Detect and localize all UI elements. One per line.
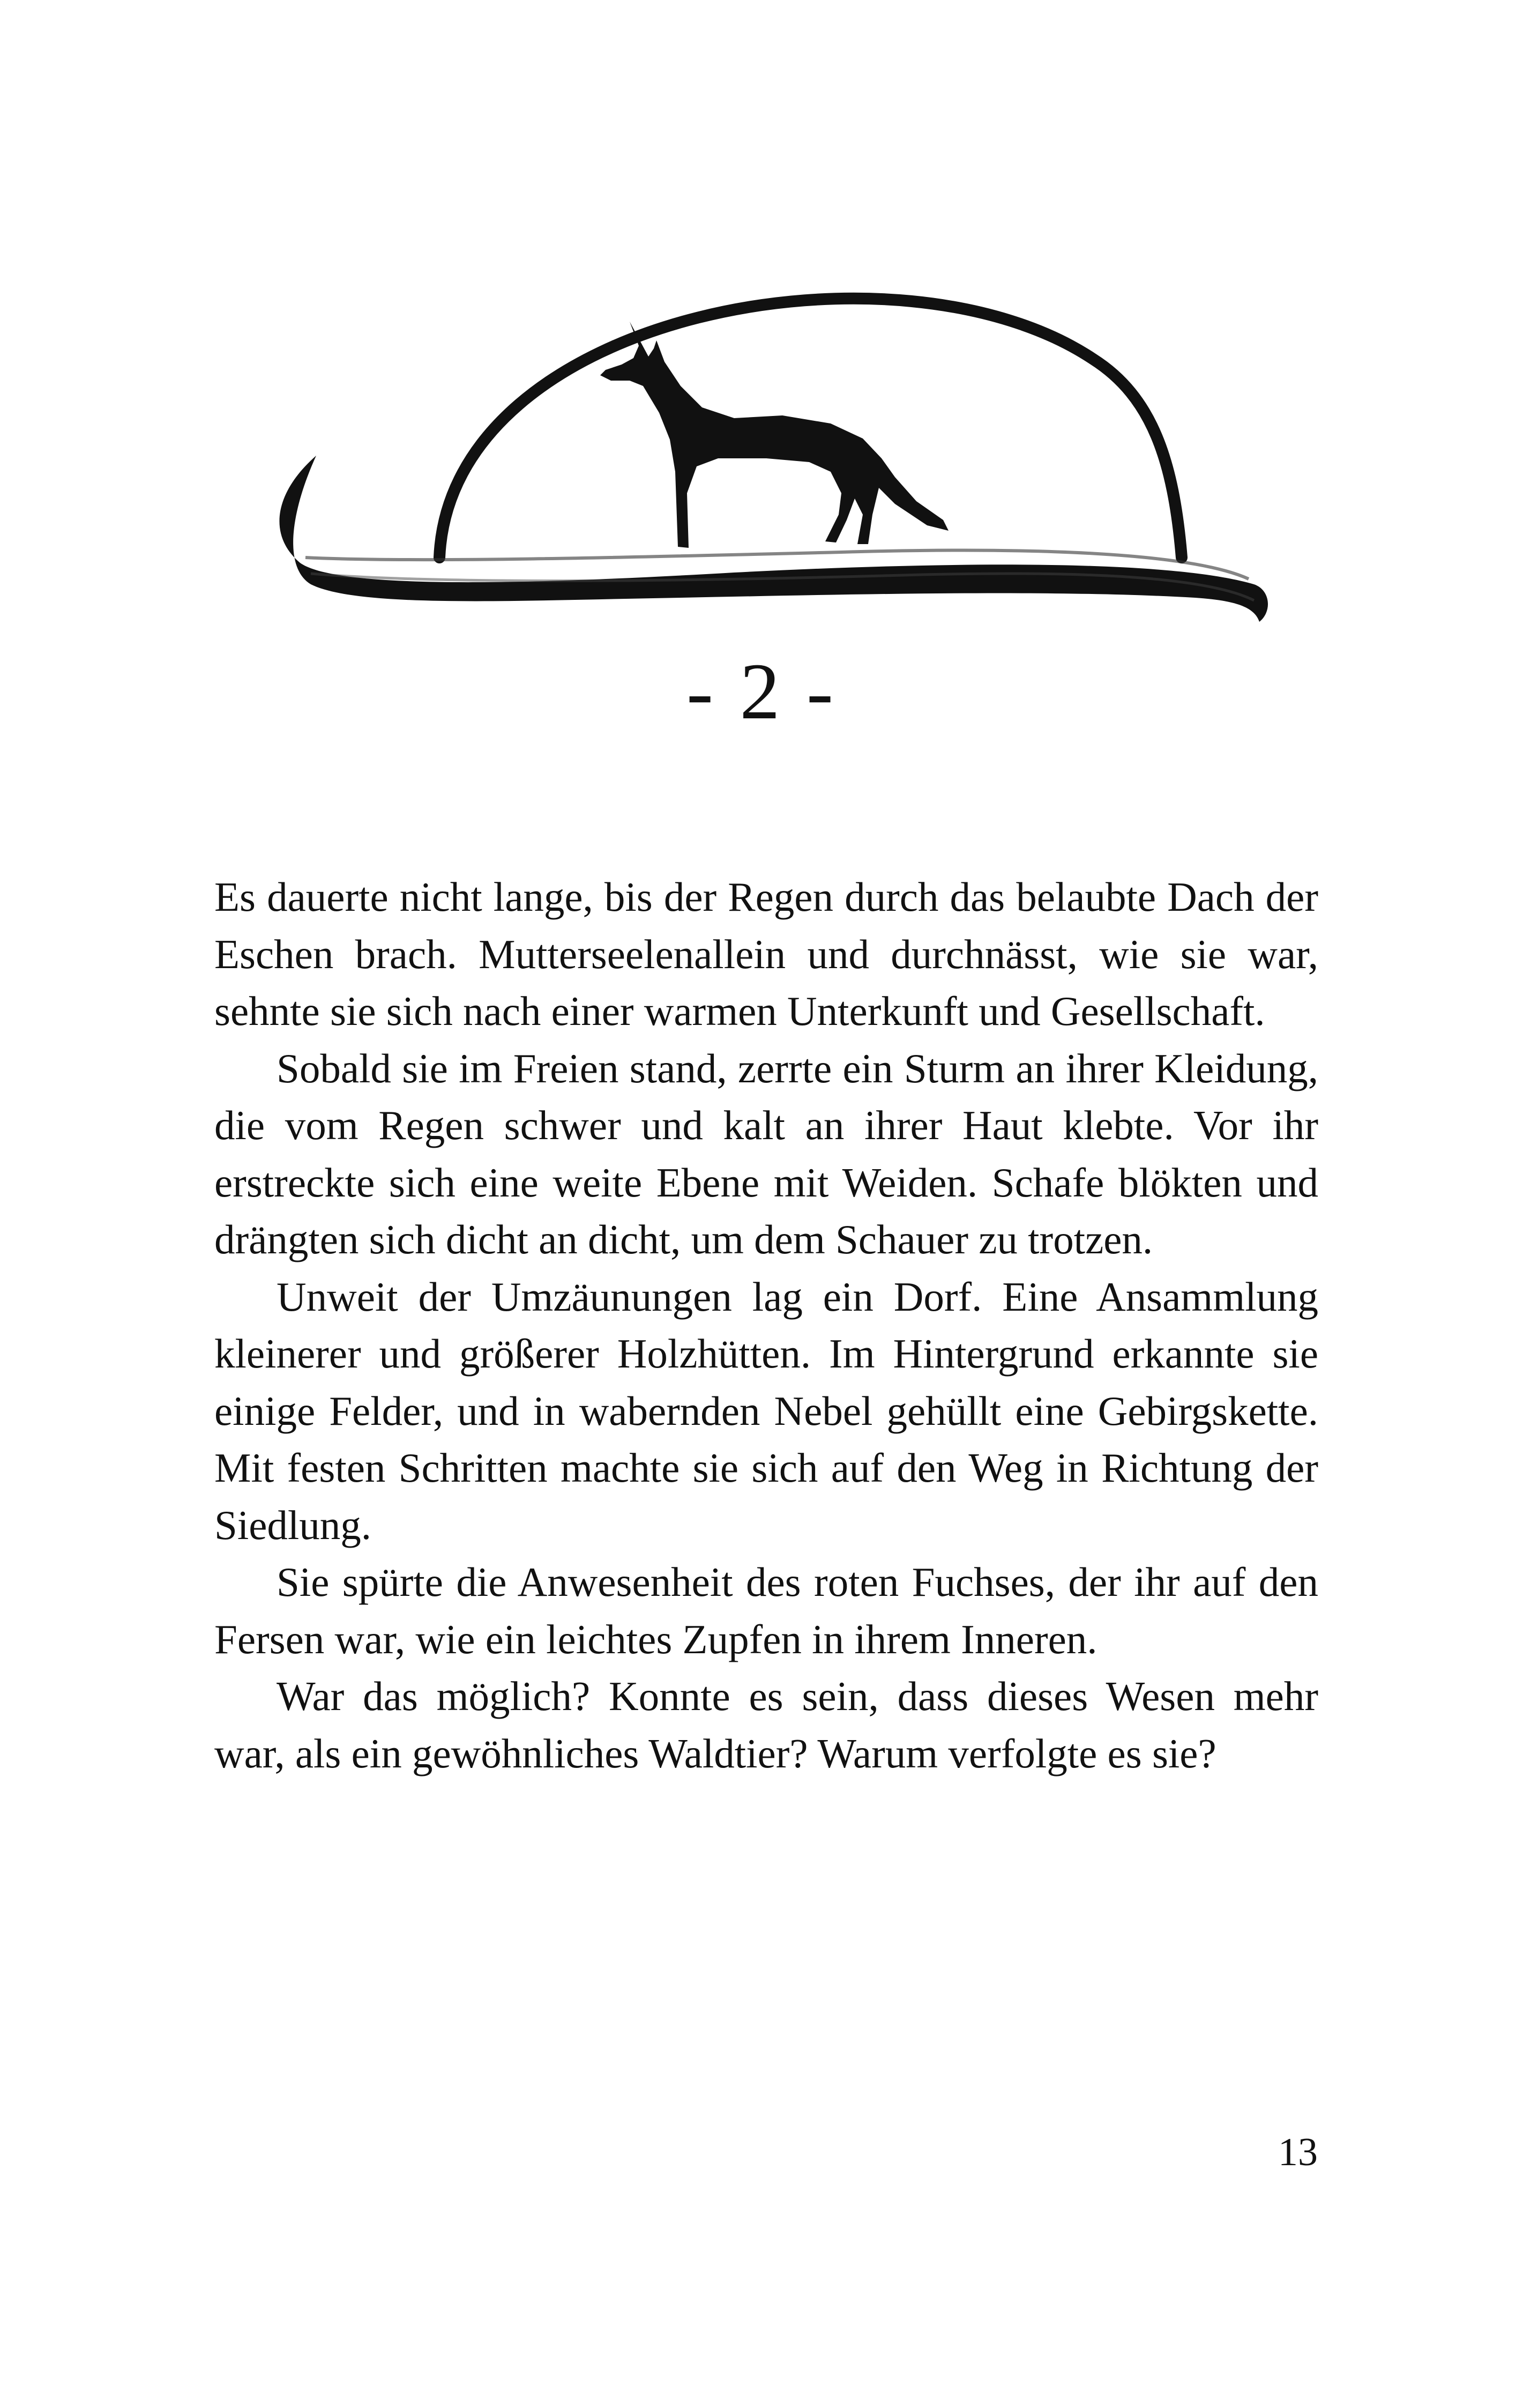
paragraph: Sie spürte die Anwesenheit des roten Fuchses, der ihr auf den Fersen war, wie ein leichtes Zupfen in ihrem Inneren.: [214, 1559, 1318, 1662]
chapter-body-text: [214, 868, 1318, 1782]
paragraph: Es dauerte nicht lange, bis der Regen durch das belaubte Dach der Eschen brach. Mutterseelenallein und durchnässt, wie sie war, sehnte sie sich nach einer warmen Unterkunft und Gesellschaft.: [214, 874, 1318, 1034]
paragraph: Sobald sie im Freien stand, zerrte ein Sturm an ihrer Kleidung, die vom Regen schwer und kalt an ihrer Haut klebte. Vor ihr erstreckte sich eine weite Ebene mit Weiden. Schafe blökten und drängten sich dicht an dicht, um dem Schauer zu trotzen.: [214, 1045, 1318, 1262]
paragraph: Unweit der Umzäunungen lag ein Dorf. Eine Ansammlung kleinerer und größerer Holzhütten. Im Hintergrund erkannte sie einige Felder, und in wabernden Nebel gehüllt eine Gebirgskette. Mit festen Schritten machte sie sich auf den Weg in Richtung der Siedlung.: [214, 1273, 1318, 1548]
chapter-number: - 2 -: [686, 647, 837, 736]
fox-moon-arc-icon: [252, 214, 1281, 633]
page-number: 13: [1278, 2130, 1318, 2174]
paragraph: War das möglich? Konnte es sein, dass dieses Wesen mehr war, als ein gewöhnliches Waldtier? Warum verfolgte es sie?: [214, 1673, 1318, 1777]
brush-stroke: [279, 456, 1268, 622]
fox-silhouette: [600, 322, 949, 548]
